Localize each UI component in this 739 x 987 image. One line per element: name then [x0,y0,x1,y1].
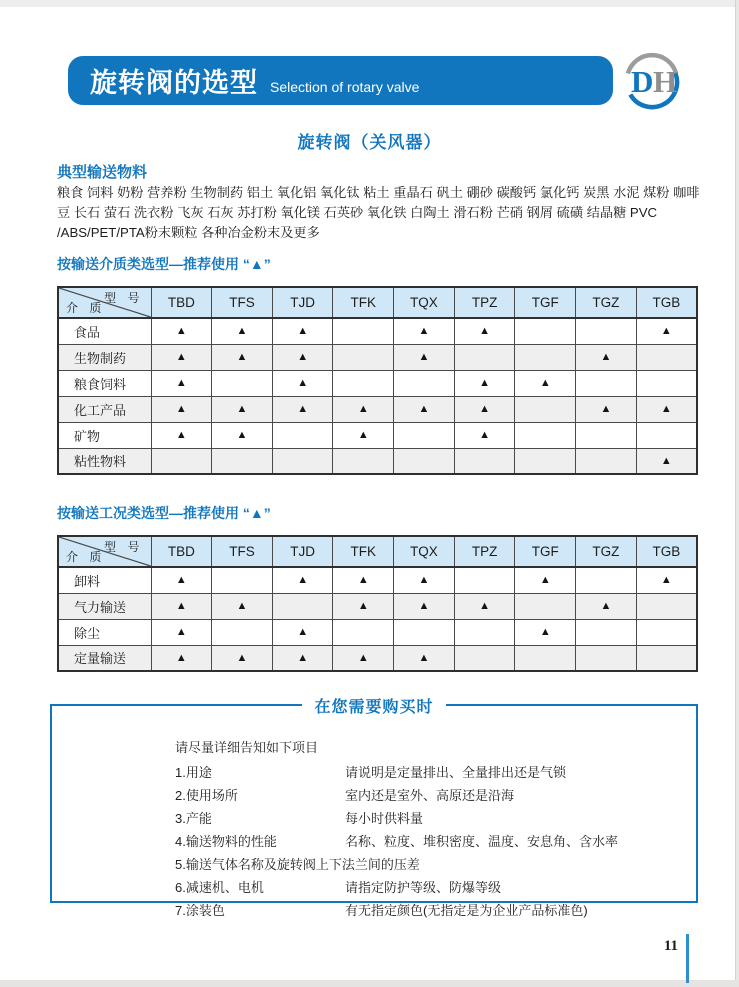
empty-cell [394,422,455,448]
empty-cell [212,370,273,396]
purchase-item-label: 5.输送气体名称及旋转阀上下法兰间的压差 [175,857,420,872]
column-header-tgb: TGB [636,536,697,567]
empty-cell [576,567,637,593]
recommended-mark-cell: ▲ [272,370,333,396]
recommended-mark-cell: ▲ [394,593,455,619]
row-label: 粮食饲料 [58,370,151,396]
table2-heading: 按输送工况类选型—推荐使用 “▲” [57,505,271,521]
row-label: 粘性物料 [58,448,151,474]
recommended-mark-cell: ▲ [151,422,212,448]
recommended-mark-cell: ▲ [454,370,515,396]
header-banner [68,56,613,105]
page-number-rule [686,934,689,983]
recommended-mark-cell: ▲ [212,318,273,344]
table-row [58,370,697,396]
purchase-item [175,783,685,806]
column-header-tqx: TQX [394,287,455,318]
table-row [58,448,697,474]
empty-cell [272,422,333,448]
column-header-tgz: TGZ [576,536,637,567]
empty-cell [636,422,697,448]
dh-logo [621,49,683,111]
empty-cell [515,318,576,344]
column-header-tfs: TFS [212,287,273,318]
table-corner-cell [58,536,151,567]
column-header-tgz: TGZ [576,287,637,318]
row-label: 食品 [58,318,151,344]
purchase-item-label: 3.产能 [175,811,212,826]
column-header-tjd: TJD [272,287,333,318]
media-selection-table [57,286,698,475]
table-corner-cell [58,287,151,318]
table-row [58,344,697,370]
empty-cell [454,448,515,474]
recommended-mark-cell: ▲ [272,396,333,422]
recommended-mark-cell: ▲ [151,619,212,645]
recommended-mark-cell: ▲ [272,567,333,593]
recommended-mark-cell: ▲ [454,422,515,448]
purchase-item-value: 名称、粒度、堆积密度、温度、安息角、含水率 [345,834,619,849]
purchase-item-label: 7.涂装色 [175,903,225,918]
empty-cell [394,448,455,474]
recommended-mark-cell: ▲ [272,344,333,370]
recommended-mark-cell: ▲ [333,422,394,448]
recommended-mark-cell: ▲ [212,645,273,671]
row-label: 卸料 [58,567,151,593]
recommended-mark-cell: ▲ [394,567,455,593]
recommended-mark-cell: ▲ [636,567,697,593]
empty-cell [636,619,697,645]
column-header-tqx: TQX [394,536,455,567]
header-title-en: Selection of rotary valve [270,78,420,95]
column-header-tgb: TGB [636,287,697,318]
recommended-mark-cell: ▲ [454,593,515,619]
empty-cell [515,344,576,370]
row-label: 生物制药 [58,344,151,370]
empty-cell [576,422,637,448]
row-label: 矿物 [58,422,151,448]
purchase-item-value: 请说明是定量排出、全量排出还是气锁 [345,765,567,780]
empty-cell [333,318,394,344]
empty-cell [636,344,697,370]
empty-cell [576,448,637,474]
recommended-mark-cell: ▲ [151,645,212,671]
empty-cell [515,422,576,448]
row-label: 定量输送 [58,645,151,671]
purchase-item [175,875,685,898]
recommended-mark-cell: ▲ [576,593,637,619]
recommended-mark-cell: ▲ [151,396,212,422]
empty-cell [333,344,394,370]
empty-cell [212,567,273,593]
purchase-item [175,898,685,921]
recommended-mark-cell: ▲ [151,344,212,370]
recommended-mark-cell: ▲ [515,567,576,593]
empty-cell [272,448,333,474]
empty-cell [333,448,394,474]
logo-letter-h: H [653,64,678,99]
logo-letter-d: D [631,64,654,99]
corner-label-model: 型 号 [104,540,144,554]
recommended-mark-cell: ▲ [454,318,515,344]
purchase-item-list [175,760,685,921]
table-row [58,396,697,422]
table1-heading: 按输送介质类选型—推荐使用 “▲” [57,256,271,272]
table-row [58,645,697,671]
empty-cell [151,448,212,474]
purchase-item-value: 有无指定颜色(无指定是为企业产品标准色) [345,903,588,918]
table-row [58,619,697,645]
recommended-mark-cell: ▲ [333,396,394,422]
recommended-mark-cell: ▲ [576,344,637,370]
purchase-item-label: 6.减速机、电机 [175,880,264,895]
purchase-item-label: 4.输送物料的性能 [175,834,277,849]
recommended-mark-cell: ▲ [515,619,576,645]
purchase-item-value: 每小时供料量 [345,811,424,826]
column-header-tfk: TFK [333,536,394,567]
recommended-mark-cell: ▲ [394,318,455,344]
table-row [58,567,697,593]
purchase-item [175,829,685,852]
empty-cell [454,344,515,370]
purchase-item-label: 1.用途 [175,765,212,780]
purchase-item-value: 室内还是室外、高原还是沿海 [345,788,515,803]
recommended-mark-cell: ▲ [454,396,515,422]
empty-cell [394,619,455,645]
condition-selection-table [57,535,698,672]
purchase-box-title [52,694,696,717]
recommended-mark-cell: ▲ [151,370,212,396]
empty-cell [576,370,637,396]
recommended-mark-cell: ▲ [212,593,273,619]
corner-label-medium: 介 质 [66,301,106,315]
column-header-tfs: TFS [212,536,273,567]
row-label: 除尘 [58,619,151,645]
recommended-mark-cell: ▲ [272,645,333,671]
recommended-mark-cell: ▲ [394,645,455,671]
recommended-mark-cell: ▲ [394,396,455,422]
recommended-mark-cell: ▲ [151,318,212,344]
empty-cell [515,593,576,619]
empty-cell [454,645,515,671]
page-title: 旋转阀（关风器） [297,133,442,152]
empty-cell [272,593,333,619]
purchase-item [175,760,685,783]
corner-label-medium: 介 质 [66,550,106,564]
page-number: 11 [663,938,678,954]
recommended-mark-cell: ▲ [212,344,273,370]
column-header-tgf: TGF [515,536,576,567]
column-header-tjd: TJD [272,536,333,567]
materials-heading: 典型输送物料 [57,164,148,181]
recommended-mark-cell: ▲ [333,645,394,671]
empty-cell [454,619,515,645]
purchase-box-title-text: 在您需要购买时 [302,694,445,717]
row-label: 化工产品 [58,396,151,422]
column-header-tbd: TBD [151,536,212,567]
corner-label-model: 型 号 [104,291,144,305]
empty-cell [333,370,394,396]
empty-cell [394,370,455,396]
scan-edge-top [0,0,739,7]
empty-cell [454,567,515,593]
recommended-mark-cell: ▲ [272,318,333,344]
recommended-mark-cell: ▲ [636,396,697,422]
empty-cell [636,645,697,671]
recommended-mark-cell: ▲ [212,422,273,448]
recommended-mark-cell: ▲ [515,370,576,396]
empty-cell [515,645,576,671]
empty-cell [576,318,637,344]
table-row [58,318,697,344]
empty-cell [333,619,394,645]
recommended-mark-cell: ▲ [636,318,697,344]
column-header-tpz: TPZ [454,287,515,318]
empty-cell [636,370,697,396]
purchase-item [175,852,685,875]
table-row [58,593,697,619]
purchase-item-label: 2.使用场所 [175,788,238,803]
empty-cell [212,619,273,645]
purchase-box-intro: 请尽量详细告知如下项目 [175,740,319,755]
recommended-mark-cell: ▲ [636,448,697,474]
empty-cell [212,448,273,474]
recommended-mark-cell: ▲ [394,344,455,370]
recommended-mark-cell: ▲ [151,593,212,619]
row-label: 气力输送 [58,593,151,619]
column-header-tpz: TPZ [454,536,515,567]
purchase-info-box [50,699,698,918]
purchase-item-value: 请指定防护等级、防爆等级 [345,880,502,895]
empty-cell [576,619,637,645]
column-header-tfk: TFK [333,287,394,318]
scan-edge-bottom [0,980,739,987]
header-title-zh: 旋转阀的选型 [90,68,258,98]
recommended-mark-cell: ▲ [333,593,394,619]
column-header-tbd: TBD [151,287,212,318]
recommended-mark-cell: ▲ [212,396,273,422]
empty-cell [636,593,697,619]
empty-cell [515,396,576,422]
empty-cell [515,448,576,474]
purchase-item [175,806,685,829]
empty-cell [576,645,637,671]
recommended-mark-cell: ▲ [576,396,637,422]
recommended-mark-cell: ▲ [272,619,333,645]
dh-logo-icon [621,49,683,111]
recommended-mark-cell: ▲ [333,567,394,593]
table-row [58,422,697,448]
column-header-tgf: TGF [515,287,576,318]
materials-text: 粮食 饲料 奶粉 营养粉 生物制药 铝土 氧化铝 氧化钛 粘土 重晶石 矾土 硼砂 碳酸钙 氯化钙 炭黑 水泥 煤粉 咖啡豆 长石 萤石 洗衣粉 飞灰 石灰 苏打粉 氧化镁 石英砂 氧化铁 白陶土 滑石粉 芒硝 钢屑 硫磺 结晶糖 PVC /ABS/PET/PTA粉末颗粒 各种冶金粉末及更多 [57,185,700,240]
recommended-mark-cell: ▲ [151,567,212,593]
